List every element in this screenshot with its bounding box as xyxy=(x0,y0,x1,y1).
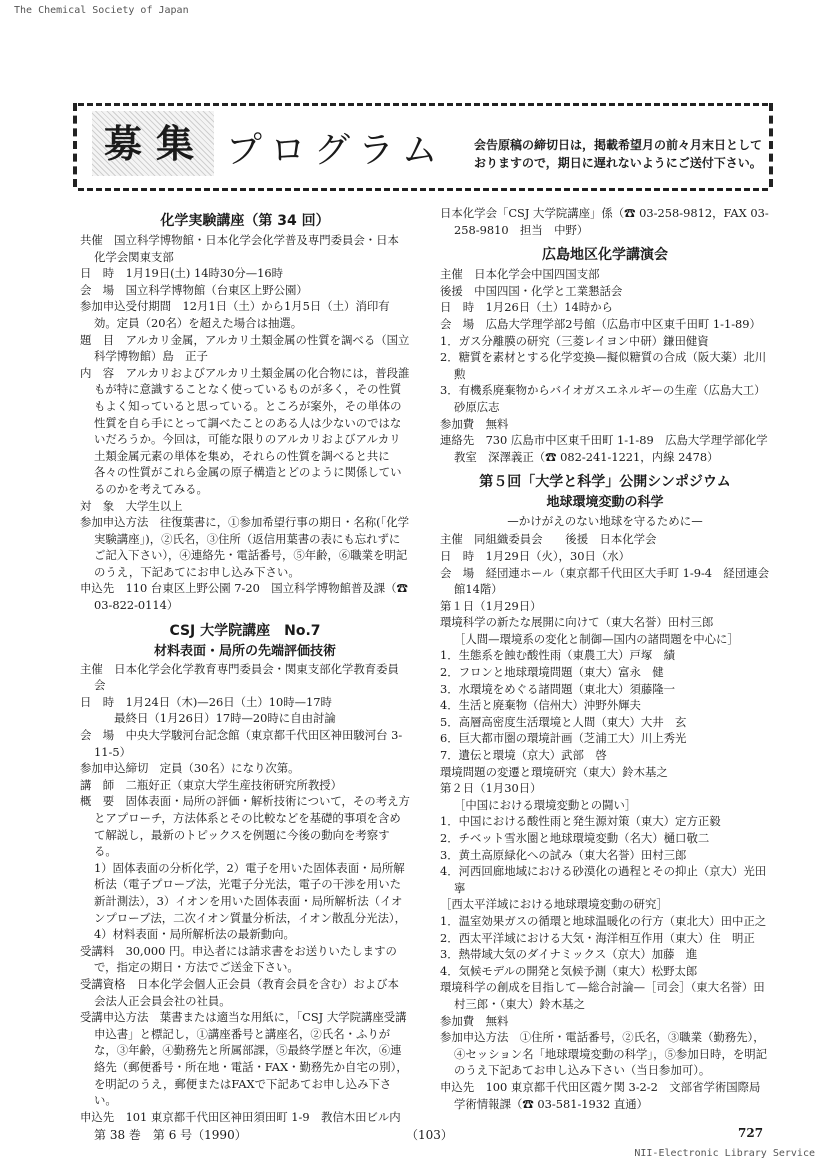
day1-heading: 第１日（1月29日） xyxy=(440,598,542,613)
right-column xyxy=(440,205,778,1112)
overview: 概 要 固体表面・局所の評価・解析技術について，その考え方とアプローチ，方法体系とその比較などを基礎的事項を含めて解説し，最新のトピックスを例題に今後の動向を考察する。 xyxy=(80,794,410,859)
venue: 会 場 国立科学博物館（台東区上野公園） xyxy=(80,282,308,297)
fee: 参加費 無料 xyxy=(440,416,509,431)
registration-period: 参加申込受付期間 12月1日（土）から1月5日（土）消印有効。定員（20名）を超えた場合は抽選。 xyxy=(80,299,390,330)
program-heading: プログラム xyxy=(226,130,446,171)
date: 日 時 1月26日（土）14時から xyxy=(440,300,613,315)
date: 日 時 1月24日（木)—26日（土）10時—17時 xyxy=(80,694,332,709)
talk-1: 1．ガス分離膜の研究（三菱レイヨン中研）鎌田健資 xyxy=(440,333,709,348)
program-session: ［中国における環境変動との闘い］ xyxy=(454,797,637,812)
organizer: 主催 日本化学会中国四国支部 xyxy=(440,267,600,282)
application-method: 参加申込方法 ①住所・電話番号，②氏名，③職業（勤務先），④セッション名「地球環境変動の科学」，⑤参加日時，を明記のうえ下記あてお申し込み下さい（当日参加可）。 xyxy=(440,1030,768,1078)
program-item: 環境科学の新たな展開に向けて（東大名誉）田村三郎 xyxy=(440,615,714,630)
date: 日 時 1月29日（火），30日（水） xyxy=(440,548,631,563)
fee: 受講料 30,000 円。申込者には請求書をお送りいたしますので，指定の期日・方法でご送金下さい。 xyxy=(80,943,397,975)
curriculum: 1）固体表面の分析化学，2）電子を用いた固体表面・局所解析法（電子プローブ法，光電子分光法，電子の干渉を用いた新計測法），3）イオンを用いた固体表面・局所解析法（イオンプローブ法，二次イオン質量分析法，イオン散乱分光法），4）材料表面・局所解析法の最新動向。 xyxy=(94,860,406,942)
date: 日 時 1月19日(土) 14時30分—16時 xyxy=(80,266,284,281)
deadline: 参加申込締切 定員（30名）になり次第。 xyxy=(80,761,300,776)
organizer: 主催 同組織委員会 後援 日本化学会 xyxy=(440,532,657,547)
application-address: 申込先 100 東京都千代田区霞ケ関 3-2-2 文部省学術国際局学術情報課（☎ 03-581-1932 直通） xyxy=(440,1079,761,1111)
program-item: 3．黄土高原緑化への試み（東大名誉）田村三郎 xyxy=(440,847,687,862)
application-method: 参加申込方法 往復葉書に，①参加希望行事の期日・名称(「化学実験講座」)，②氏名，③住所（返信用葉書の表にも忘れずにご記入下さい），④連絡先・電話番号，⑤年齢，⑥職業を明記のうえ，下記あてにお申し込み下さい。 xyxy=(80,515,410,579)
program-item: 4．生活と廃棄物（信州大）沖野外輝夫 xyxy=(440,698,641,713)
application-method: 受講申込方法 葉書または適当な用紙に，「CSJ 大学院講座受講申込書」と標記し，①講座番号と講座名，②氏名・ふりがな，③年齢，④勤務先と所属部課，⑤最終学歴と年次，⑥連絡先（郵便番号・所在地・電話・FAX・勤務先か自宅の別），を明記のうえ，郵便またはFAXで下記あてお申し込み下さい。 xyxy=(80,1010,408,1108)
society-header: The Chemical Society of Japan xyxy=(14,5,189,16)
venue: 会 場 経団連ホール（東京都千代田区大手町 1-9-4 経団連会館14階） xyxy=(440,565,769,597)
section-title-chemistry-lecture: 化学実験講座（第 34 回） xyxy=(160,213,330,229)
banner-right-border xyxy=(769,103,773,187)
program-item: 4．河西回廊地域における砂漠化の過程とその抑止（京大）光田 寧 xyxy=(440,864,778,895)
program-item: 7．遺伝と環境（京大）武部 啓 xyxy=(440,748,607,763)
organizer: 共催 国立科学博物館・日本化学会化学普及専門委員会・日本化学会関東支部 xyxy=(80,233,399,264)
sponsor: 後援 中国四国・化学と工業懇話会 xyxy=(440,283,623,298)
program-item: 3．熱帯域大気のダイナミックス（京大）加藤 進 xyxy=(440,947,698,962)
audience: 対 象 大学生以上 xyxy=(80,498,183,513)
section-subtitle-csj-course: 材料表面・局所の先端評価技術 xyxy=(153,643,336,659)
program-item: 1．生態系を蝕む酸性雨（東農工大）戸塚 績 xyxy=(440,648,676,663)
fee: 参加費 無料 xyxy=(440,1013,509,1028)
section-title-hiroshima: 広島地区化学講演会 xyxy=(542,247,668,264)
application-address: 申込先 101 東京都千代田区神田須田町 1-9 教信木田ビル内 xyxy=(80,1109,401,1124)
application-address: 申込先 110 台東区上野公園 7-20 国立科学博物館普及課（☎ 03-822-0114） xyxy=(80,581,408,613)
banner-left-border xyxy=(73,103,77,187)
recruitment-banner xyxy=(78,103,768,191)
content: 内 容 アルカリおよびアルカリ土類金属の化合物には，普段誰もが特に意識することなく使っているものが多く，その性質もよく知っていると思っている。ところが案外，その単体の性質を自ら手にとって調べたことのある人は少ないのではないだろうか。今回は，可能な限りのアルカリおよびアルカリ土類金属元素の単体を集め，それらの性質を調べると共に各々の性質がこれら金属の原子構造とどのように関係しているのかを考えてみる。 xyxy=(80,365,410,496)
program-item: 1．温室効果ガスの循環と地球温暖化の行方（東北大）田中正之 xyxy=(440,913,767,928)
program-item: 6．巨大都市圏の環境計画（芝浦工大）川上秀光 xyxy=(440,731,687,746)
left-column xyxy=(80,210,410,1125)
topic: 題 目 アルカリ金属，アルカリ土類金属の性質を調べる（国立科学博物館）島 正子 xyxy=(80,332,410,364)
program-session: ［西太平洋域における地球環境変動の研究］ xyxy=(440,897,668,912)
organizer: 主催 日本化学会化学教育専門委員会・関東支部化学教育委員会 xyxy=(80,661,399,693)
deadline-notice xyxy=(474,136,764,172)
venue: 会 場 広島大学理学部2号館（広島市中区東千田町 1-1-89） xyxy=(440,316,761,331)
program-item: 1．中国における酸性雨と発生源対策（東大）定方正毅 xyxy=(440,814,721,829)
program-session: ［人間—環境系の変化と制御—国内の諸問題を中心に］ xyxy=(454,631,739,646)
footer-inner-page: （103） xyxy=(406,1128,453,1142)
program-item: 2．西太平洋域における大気・海洋相互作用（東大）住 明正 xyxy=(440,930,755,945)
notice-line-1: 会告原稿の締切日は，掲載希望月の前々月末日として xyxy=(474,138,763,152)
boshu-label: 募集 xyxy=(92,111,214,176)
section-title-symposium: 第５回「大学と科学」公開シンポジウム xyxy=(479,474,731,491)
section-subtitle-symposium: 地球環境変動の科学 xyxy=(546,495,664,511)
nii-footer: NII-Electronic Library Service xyxy=(634,1148,815,1159)
contact: 連絡先 730 広島市中区東千田町 1-1-89 広島大学理学部化学教室 深澤義正（☎ 082-241-1221，内線 2478） xyxy=(440,433,768,464)
program-item: 4．気候モデルの開発と気候予測（東大）松野太郎 xyxy=(440,963,698,978)
footer-page-number: 727 xyxy=(738,1126,764,1140)
program-item: 3．水環境をめぐる諸問題（東北大）須藤隆一 xyxy=(440,681,676,696)
section-title-csj-course: CSJ 大学院講座 No.7 xyxy=(169,622,321,639)
date-note: 最終日（1月26日）17時—20時に自由討論 xyxy=(80,711,336,726)
footer-volume: 第 38 巻 第 6 号（1990） xyxy=(94,1128,247,1142)
talk-2: 2．糖質を素材とする化学変換—擬似糖質の合成（阪大薬）北川 勲 xyxy=(440,350,778,381)
day2-heading: 第２日（1月30日） xyxy=(440,781,542,796)
csj-course-contact: 日本化学会「CSJ 大学院講座」係（☎ 03-258-9812，FAX 03-258-9810 担当 中野） xyxy=(440,206,769,237)
program-item: 2．チベット雪氷圏と地球環境変動（名大）樋口敬二 xyxy=(440,831,710,845)
section-tagline-symposium: —かけがえのない地球を守るために— xyxy=(507,514,703,529)
talk-3: 3．有機系廃棄物からバイオガスエネルギーの生産（広島大工）砂原広志 xyxy=(440,383,766,414)
program-item: 5．高層高密度生活環境と人間（東大）大井 玄 xyxy=(440,714,687,729)
lecturer: 講 師 二瓶好正（東京大学生産技術研究所教授） xyxy=(80,777,342,792)
venue: 会 場 中央大学駿河台記念館（東京都千代田区神田駿河台 3-11-5） xyxy=(80,728,403,759)
program-item: 環境問題の変遷と環境研究（東大）鈴木基之 xyxy=(440,764,668,779)
eligibility: 受講資格 日本化学会個人正会員（教育会員を含む）および本会法人正会員会社の社員。 xyxy=(80,976,399,1008)
program-item: 環境科学の創成を目指して—総合討論—［司会］（東大名誉）田村三郎・（東大）鈴木基之 xyxy=(440,980,765,1011)
program-item: 2．フロンと地球環境問題（東大）富永 健 xyxy=(440,665,664,680)
notice-line-2: おりますので，期日に遅れないようにご送付下さい。 xyxy=(474,156,762,170)
